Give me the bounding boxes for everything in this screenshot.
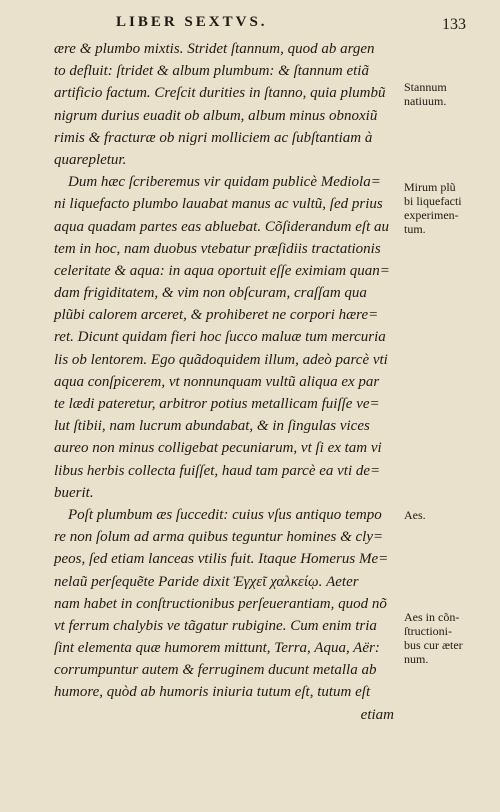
margin-note-line: tum. (404, 222, 426, 236)
text-line: nelaũ perſequẽte Paride dixit Ἐγχεῖ χαλκείῳ. Aeter (54, 573, 359, 590)
text-line: celeritate & aqua: in aqua oportuit eſſe eximiam quan= (54, 262, 390, 279)
margin-note-line: Aes in cõn- (404, 610, 460, 624)
running-head: LIBER SEXTVS. (116, 14, 268, 30)
text-line: humore, quòd ab humoris iniuria tutum eſt, tutum eſt (54, 684, 371, 701)
margin-note-mirum (404, 180, 494, 236)
text-line: buerit. (54, 484, 94, 501)
text-line: tem in hoc, nam duobus vtebatur præſidiis tractationis (54, 240, 381, 257)
margin-note-line: Stannum (404, 80, 447, 94)
margin-note-line: ſtructioni- (404, 624, 452, 638)
text-line: plũbi calorem arceret, & prohiberet ne corpori hære= (54, 307, 379, 324)
text-line: ret. Dicunt quidam fieri hoc ſucco maluæ tum mercuria (54, 329, 386, 346)
text-line: aqua conſpicerem, vt nonnunquam vultũ aliqua ex par (54, 373, 380, 390)
text-line: ære & plumbo mixtis. Stridet ſtannum, quod ab argen (54, 41, 375, 57)
margin-note-line: bi liquefacti (404, 194, 462, 208)
margin-note-line: experimen- (404, 208, 459, 222)
margin-note-stannum (404, 80, 494, 108)
text-line: dam frigiditatem, & vim non obſcuram, craſſam qua (54, 285, 367, 302)
margin-note-aes (404, 508, 494, 522)
catchword: etiam (360, 706, 394, 723)
margin-note-aes-constructionibus (404, 610, 494, 666)
text-line: lut ſtibii, nam lucrum abundabat, & in ſingulas vices (54, 418, 370, 435)
text-line: libus herbis collecta fuiſſet, haud tam parcè ea vti de= (54, 462, 381, 479)
text-line: Dum hæc ſcriberemus vir quidam publicè Mediola= (68, 174, 381, 191)
text-line: re non ſolum ad arma quibus teguntur homines & cly= (54, 529, 384, 546)
text-line: Poſt plumbum æs ſuccedit: cuius vſus antiquo tempo (68, 506, 382, 523)
margin-note-line: Aes. (404, 508, 426, 522)
margin-note-line: bus cur æter (404, 638, 463, 652)
text-line: rimis & fracturæ ob nigri molliciem ac ſubſtantiam à (54, 129, 373, 146)
text-line: aureo non minus colligebat pecuniarum, vt ſi ex tam vi (54, 440, 382, 457)
text-line: corrumpuntur autem & ferruginem ducunt metalla ab (54, 662, 377, 679)
text-line: ni liquefacto plumbo lauabat manus ac vultũ, ſed prius (54, 196, 383, 213)
text-line: lis ob lentorem. Ego quãdoquidem illum, adeò parcè vti (54, 351, 388, 368)
margin-note-line: Mirum plũ (404, 180, 456, 194)
margin-note-line: natiuum. (404, 94, 447, 108)
text-line: ſint elementa quæ humorem mittunt, Terra, Aqua, Aër: (54, 640, 380, 657)
text-line: artificio factum. Creſcit durities in ſtanno, quia plumbũ (54, 85, 386, 102)
main-text-block (54, 38, 404, 726)
text-line: nam habet in conſtructionibus perſeuerantiam, quod nõ (54, 595, 387, 612)
text-line: quarepletur. (54, 151, 127, 168)
text-line: te lædi pateretur, arbitror potius metallicam fuiſſe ve= (54, 396, 380, 412)
margin-note-line: num. (404, 652, 429, 666)
page-number: 133 (442, 16, 466, 33)
text-line: nigrum durius euadit ob album, album minus obnoxiũ (54, 107, 378, 124)
text-line: peos, ſed etiam lanceas vtilis fuit. Itaque Homerus Me= (54, 551, 389, 568)
text-line: to defluit: ſtridet & album plumbum: & ſtannum etiã (54, 63, 369, 80)
text-line: aqua quadam partes eas abluebat. Cõſiderandum eſt au (54, 218, 389, 235)
text-line: vt ferrum chalybis ve tãgatur rubigine. Cum enim tria (54, 617, 377, 634)
page-header (60, 10, 470, 40)
